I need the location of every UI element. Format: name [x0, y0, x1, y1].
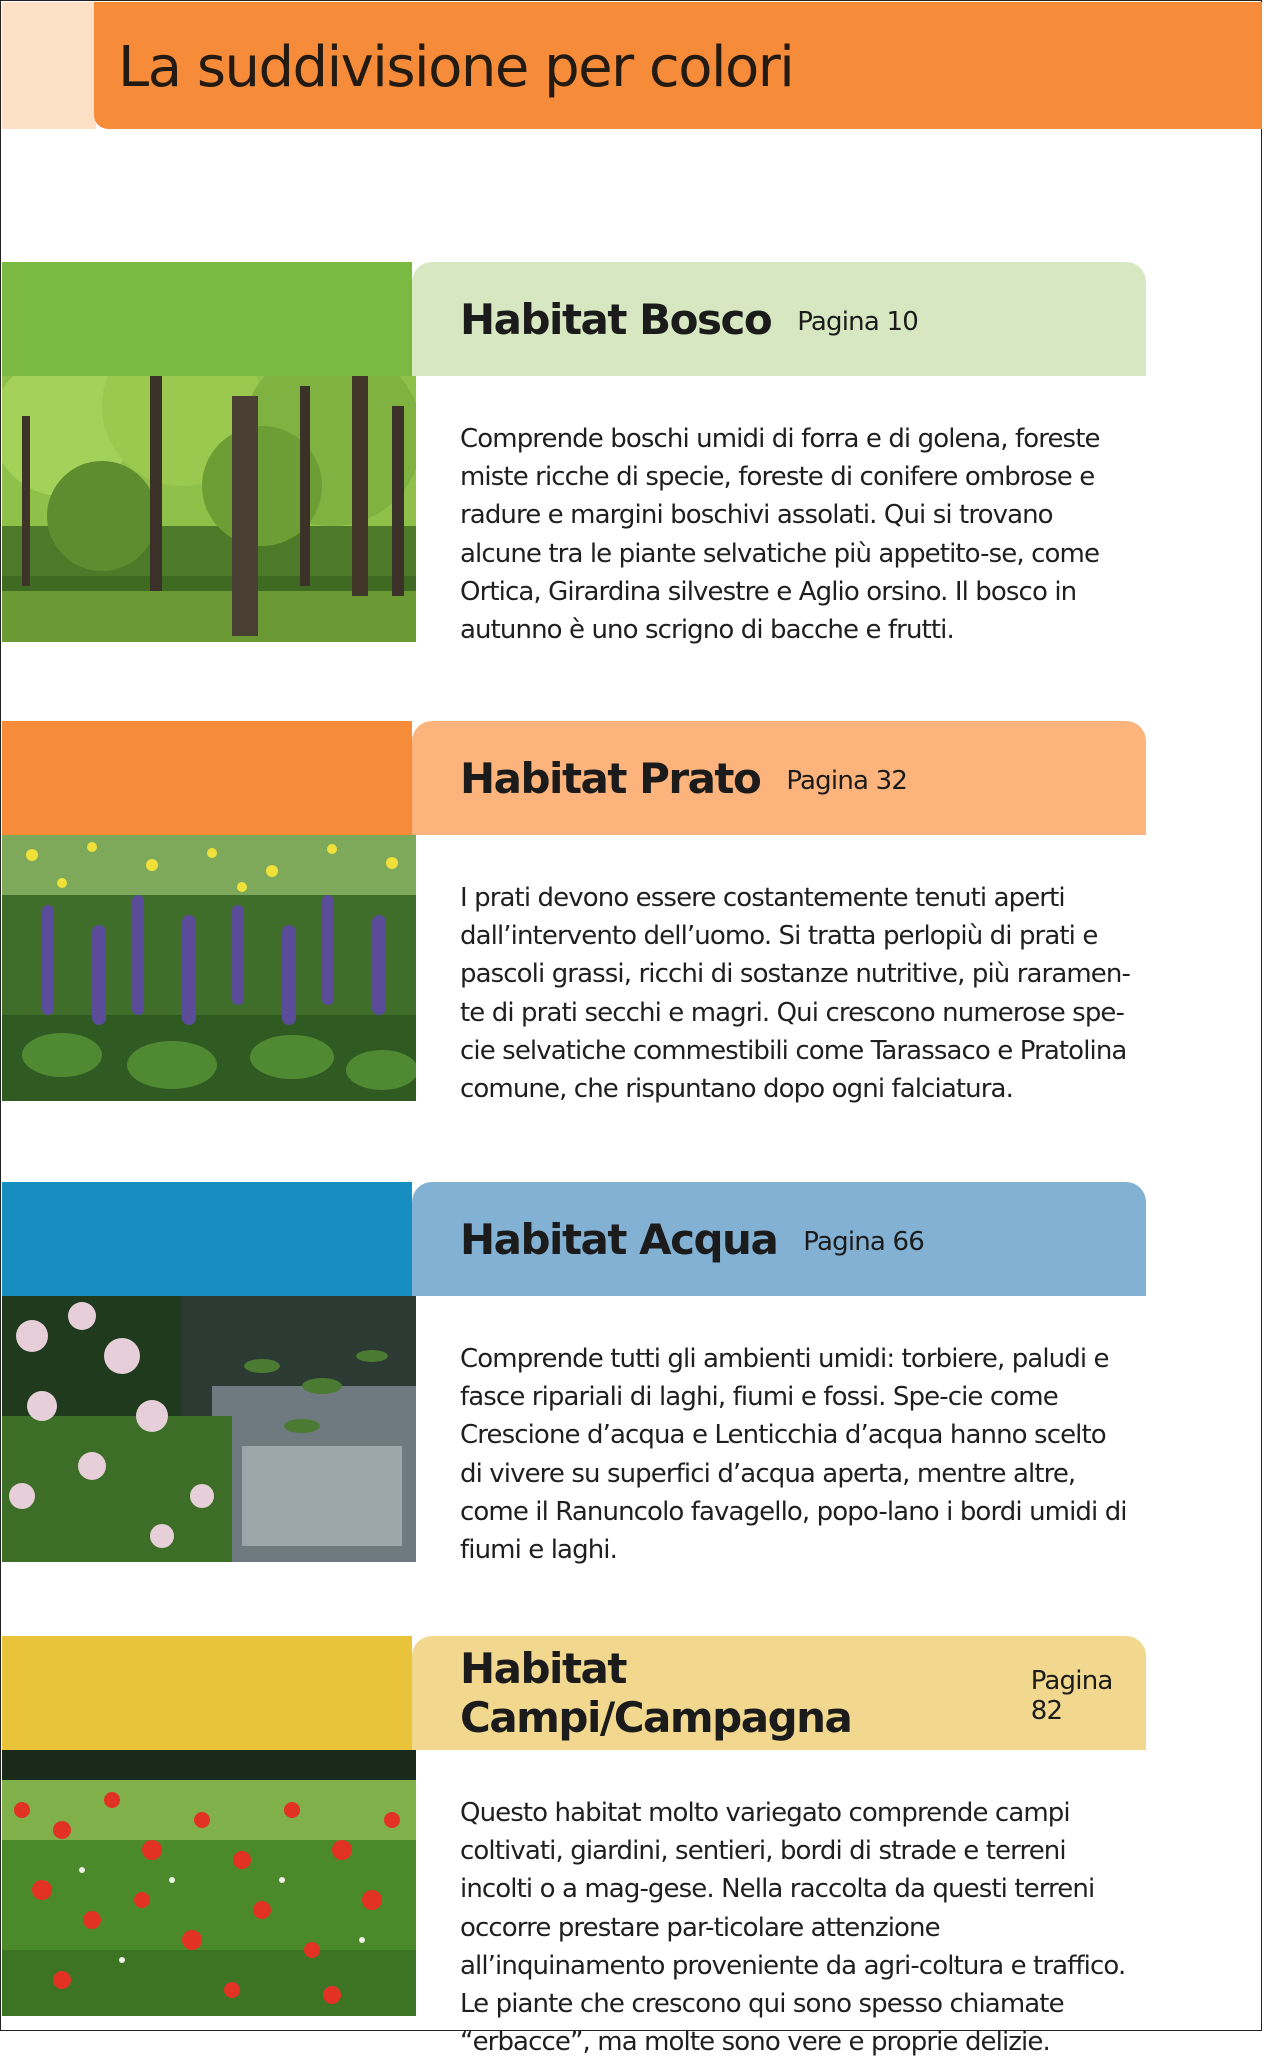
section-campi	[2, 1636, 1146, 2058]
section-header	[412, 262, 1146, 376]
header-bar	[94, 2, 1262, 129]
section-acqua	[2, 1182, 1146, 1570]
section-title: Habitat Campi/Campagna	[460, 1644, 852, 1742]
section-prato	[2, 721, 1146, 1109]
meadow-photo	[2, 835, 416, 1101]
poppy-field-photo	[2, 1750, 416, 2016]
pond-photo	[2, 1296, 416, 1562]
page-reference: Pagina 66	[803, 1227, 925, 1257]
section-title: Habitat Acqua	[460, 1214, 778, 1264]
section-bosco	[2, 262, 1146, 650]
section-title: Habitat Prato	[460, 753, 761, 803]
section-description: Comprende boschi umidi di forra e di golena, foreste miste ricche di specie, foreste di conifere ombrose e radure e margini boschivi assolati. Qui si trovano alcune tra le piante selvatiche più appetito-se, come Ortica, Girardina silvestre e Aglio orsino. Il bosco in autunno è uno scrigno di bacche e frutti.	[460, 424, 1100, 646]
section-header	[412, 1182, 1146, 1296]
forest-photo	[2, 376, 416, 642]
section-description: I prati devono essere costantemente tenuti aperti dall’intervento dell’uomo. Si tratta perlopiù di prati e pascoli grassi, ricchi di sostanze nutritive, più raramen-te di prati secchi e magri. Qui crescono numerose spe-cie selvatiche commestibili come Tarassaco e Pratolina comune, che rispuntano dopo ogni falciatura.	[460, 883, 1130, 1105]
header-tab	[2, 2, 96, 129]
page-title: La suddivisione per colori	[118, 35, 794, 100]
section-description: Comprende tutti gli ambienti umidi: torbiere, paludi e fasce ripariali di laghi, fiumi e fossi. Spe-cie come Crescione d’acqua e Lenticchia d’acqua hanno scelto di vivere su superfici d’acqua aperta, mentre altre, come il Ranuncolo favagello, popo-lano i bordi umidi di fiumi e laghi.	[460, 1344, 1127, 1566]
section-header	[412, 1636, 1146, 1750]
section-title: Habitat Bosco	[460, 294, 772, 344]
section-description: Questo habitat molto variegato comprende campi coltivati, giardini, sentieri, bordi di strade e terreni incolti o a mag-gese. Nella raccolta da questi terreni occorre prestare par-ticolare attenzione all’inquinamento proveniente da agri-coltura e traffico. Le piante che crescono qui sono spesso chiamate “erbacce”, ma molte sono vere e proprie delizie.	[460, 1798, 1126, 2058]
section-header	[412, 721, 1146, 835]
section-accent	[2, 1182, 412, 1296]
page-reference: Pagina 82	[1030, 1666, 1113, 1726]
section-accent	[2, 262, 412, 376]
page-reference: Pagina 32	[786, 766, 908, 796]
section-accent	[2, 721, 412, 835]
section-accent	[2, 1636, 412, 1750]
page-reference: Pagina 10	[797, 307, 918, 337]
